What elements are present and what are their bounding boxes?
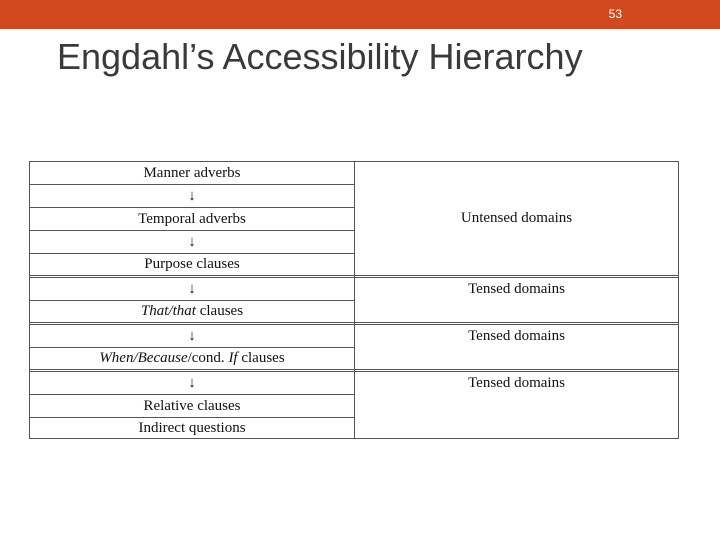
cell-text: Indirect questions <box>138 419 246 436</box>
arrow-down-icon: ↓ <box>188 374 196 391</box>
cell-text: Manner adverbs <box>143 164 241 181</box>
arrow-down-icon: ↓ <box>188 280 196 297</box>
arrow-down-icon: ↓ <box>188 187 196 204</box>
clause-column <box>30 162 355 438</box>
tensed-domains-block-2 <box>355 325 678 372</box>
cell-text: /cond. <box>187 350 229 366</box>
row-arrow <box>30 372 354 395</box>
arrow-down-icon: ↓ <box>188 233 196 250</box>
row-purpose-clauses <box>30 254 354 278</box>
cell-text: Purpose clauses <box>144 256 240 272</box>
cell-text-italic: If <box>228 350 238 366</box>
row-manner-adverbs <box>30 162 354 185</box>
cell-text-italic: That/that <box>140 303 196 319</box>
domain-label: Tensed domains <box>468 281 565 297</box>
slide-title: Engdahl’s Accessibility Hierarchy <box>57 36 583 77</box>
cell-text: Temporal adverbs <box>138 210 246 227</box>
cell-text: clauses <box>237 350 285 366</box>
tensed-domains-block-3 <box>355 372 678 438</box>
row-relative-clauses <box>30 395 354 418</box>
row-arrow <box>30 325 354 348</box>
row-arrow <box>30 231 354 254</box>
row-arrow <box>30 278 354 301</box>
hierarchy-table <box>29 161 679 439</box>
row-that-clauses <box>30 301 354 325</box>
row-indirect-questions <box>30 418 354 438</box>
cell-text: Relative clauses <box>143 397 241 414</box>
cell-text: clauses <box>195 303 244 319</box>
row-arrow <box>30 185 354 208</box>
domain-label: Tensed domains <box>468 328 565 344</box>
row-temporal-adverbs <box>30 208 354 231</box>
slide-number: 53 <box>608 7 622 21</box>
domain-label: Tensed domains <box>468 375 565 391</box>
arrow-down-icon: ↓ <box>188 327 196 344</box>
tensed-domains-block-1 <box>355 278 678 325</box>
domain-column <box>355 162 678 438</box>
top-accent-bar <box>0 0 720 29</box>
row-when-because-clauses <box>30 348 354 372</box>
untensed-domains-block <box>355 162 678 278</box>
domain-label: Untensed domains <box>460 210 573 226</box>
cell-text-italic: When/Because <box>99 350 188 366</box>
